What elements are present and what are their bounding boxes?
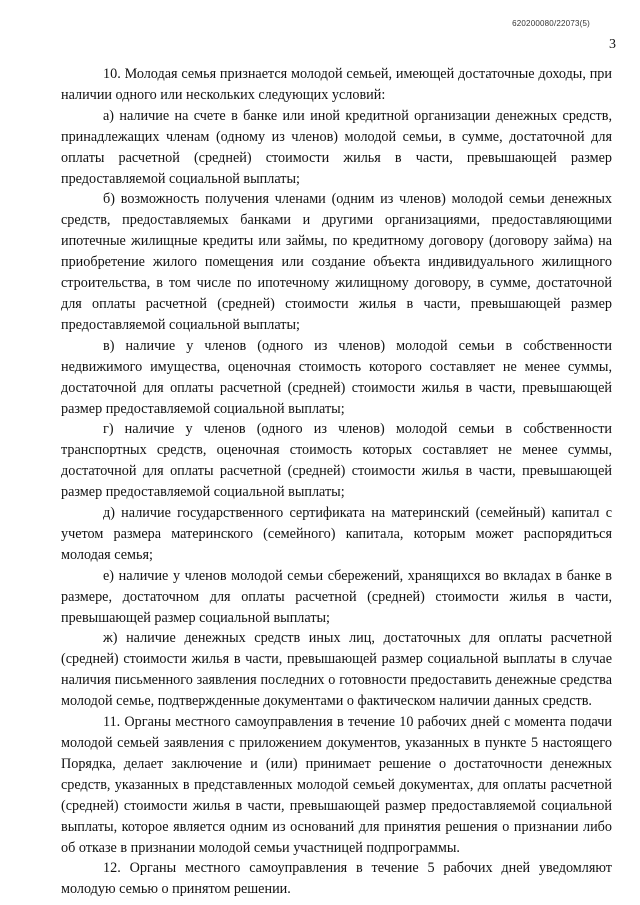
paragraph-11: 11. Органы местного самоуправления в течение 10 рабочих дней с момента подачи молодой семьей заявления с приложением документов, указанных в пункте 5 настоящего Порядка, делает заключение и (или) принимает решение о достаточности денежных средств, указанных в представленных молодой семьей документах, для оплаты расчетной (средней) стоимости жилья в части, превышающей размер предоставляемой социальной выплаты, которое является одним из оснований для принятия решения о признании либо об отказе в признании молодой семьи участницей подпрограммы.: [61, 714, 612, 856]
paragraph-12: 12. Органы местного самоуправления в течение 5 рабочих дней уведомляют молодую семью о принятом решении.: [61, 860, 612, 898]
paragraph-10e: е) наличие у членов молодой семьи сбережений, хранящихся во вкладах в банке в размере, достаточном для оплаты расчетной (средней) стоимости жилья в части, превышающей размер социальной выплаты;: [61, 567, 612, 626]
paragraph-10zh: ж) наличие денежных средств иных лиц, достаточных для оплаты расчетной (средней) стоимости жилья в части, превышающей размер социальной выплаты в случае наличия письменного заявления последних о готовности предоставить денежные средства молодой семье, подтвержденные документами о фактическом наличии данных средств.: [61, 630, 612, 710]
paragraph-10d: д) наличие государственного сертификата на материнский (семейный) капитал с учетом размера материнского (семейного) капитала, которым может распорядиться молодая семья;: [61, 505, 612, 563]
document-code: 620200080/22073(5): [512, 19, 590, 28]
page-number: 3: [609, 37, 616, 52]
document-body: [61, 64, 612, 900]
paragraph-10a: а) наличие на счете в банке или иной кредитной организации денежных средств, принадлежащих членам (одному из членов) молодой семьи, в сумме, достаточной для оплаты расчетной (средней) стоимости жилья в части, превышающей размер предоставляемой социальной выплаты;: [61, 107, 612, 187]
paragraph-10v: в) наличие у членов (одного из членов) молодой семьи в собственности недвижимого имущества, оценочная стоимость которого составляет не менее суммы, достаточной для оплаты расчетной (средней) стоимости жилья в части, превышающей размер предоставляемой социальной выплаты;: [61, 337, 612, 417]
paragraph-10g: г) наличие у членов (одного из членов) молодой семьи в собственности транспортных средств, оценочная стоимость которых составляет не менее суммы, достаточной для оплаты расчетной (средней) стоимости жилья в части, превышающей размер предоставляемой социальной выплаты;: [61, 421, 612, 501]
paragraph-10b: б) возможность получения членами (одним из членов) молодой семьи денежных средств, предоставляемых банками и другими организациями, предоставляющими ипотечные жилищные кредиты или займы, по кредитному договору (договору займа) на приобретение жилого помещения или создание объекта индивидуального жилищного строительства, в том числе по ипотечному жилищному договору, в сумме, достаточной для оплаты расчетной (средней) стоимости жилья в части, превышающей размер предоставляемой социальной выплаты;: [61, 191, 612, 333]
paragraph-10: 10. Молодая семья признается молодой семьей, имеющей достаточные доходы, при наличии одного или нескольких следующих условий:: [61, 66, 612, 103]
